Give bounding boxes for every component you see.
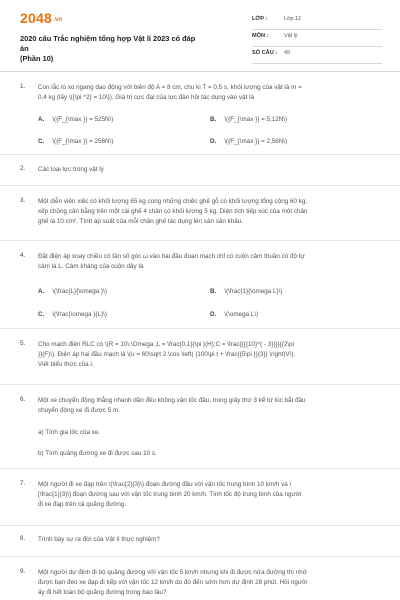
- question-line: Một xe chuyển động thẳng nhanh dần đều không vận tốc đầu, trong giây thứ 3 kể từ lúc bắt đầu: [38, 397, 306, 404]
- header-divider: [0, 71, 400, 72]
- question-line: xếp chồng cân bằng trên một cái ghế 4 chân có khối lượng 5 kg. Diện tích tiếp xúc của một chân: [38, 208, 308, 215]
- question-line: Các loại lực trong vật lý: [38, 166, 104, 173]
- sub-question: b) Tính quãng đường xe đi được sau 10 s.: [38, 450, 157, 457]
- question-divider: [0, 468, 400, 469]
- question-number: 3.: [20, 197, 26, 204]
- question-number: 7.: [20, 480, 26, 487]
- question-divider: [0, 185, 400, 186]
- option-letter: A.: [38, 288, 45, 295]
- answer-option-c[interactable]: [38, 138, 113, 145]
- question-line: Một người dự định đi bộ quãng đường với vận tốc 5 km/h nhưng khi đi được nửa đường thì nhờ: [38, 569, 307, 576]
- question-line: Trình bày sự ra đời của Vật lí thực nghiệm?: [38, 536, 160, 543]
- question-line: Viết biểu thức của i.: [38, 361, 94, 368]
- option-letter: B.: [210, 288, 217, 295]
- answer-option-c[interactable]: [38, 311, 107, 318]
- option-text: \(\omega L\): [224, 311, 259, 318]
- meta-label-count: SỐ CÂU :: [252, 50, 278, 56]
- question-divider: [0, 525, 400, 526]
- option-letter: A.: [38, 116, 45, 123]
- document-meta: [252, 13, 382, 64]
- answer-option-a[interactable]: [38, 288, 107, 295]
- question-line: ấy đi hết toàn bộ quãng đường trong bao lâu?: [38, 589, 167, 596]
- question-line: Một diễn viên xiếc có khối lượng 65 kg cùng những chiếc ghế gỗ có khối lượng tổng cộng 60 kg,: [38, 198, 308, 205]
- question-number: 8.: [20, 535, 26, 542]
- question-line: được bạn đèo xe đạp đi tiếp với vận tốc 12 km/h do đó đến sớm hơn dự định 28 phút. Hỏi người: [38, 579, 308, 586]
- page-header: [0, 0, 400, 66]
- question-divider: [0, 328, 400, 329]
- sub-question: a) Tính gia tốc của xe.: [38, 429, 101, 436]
- logo-suffix-text: .vn: [52, 17, 63, 23]
- question-text: [38, 197, 383, 227]
- question-line: }}(F)\). Điện áp hai đầu mạch là \(u = 60\sqrt 2 \cos \left( {100\pi t + \frac{{5\pi }}{3}} \right)V\).: [38, 351, 296, 358]
- question-line: 0,4 kg (lấy \({\pi ^2} = 10\)). Giá trị cực đại của lực đàn hồi tác dụng vào vật là: [38, 94, 254, 101]
- question-line: chuyển động xe đi được 5 m.: [38, 407, 120, 414]
- answer-option-d[interactable]: [210, 138, 287, 145]
- answer-option-a[interactable]: [38, 116, 113, 123]
- question-line: Một người đi xe đạp trên \(\frac{2}{3}\) đoạn đường đầu với vận tốc trung bình 10 km/h và \: [38, 481, 292, 488]
- answer-option-d[interactable]: [210, 311, 258, 318]
- question-line: cảm là L. Cảm kháng của cuộn dây là: [38, 263, 144, 270]
- option-letter: D.: [210, 311, 217, 318]
- option-text: \(\frac{1}{\omega L}\): [224, 288, 283, 295]
- question-line: Con lắc lò xo ngang dao động với biên độ A = 8 cm, chu kì T = 0,5 s, khối lượng của vật là m =: [38, 84, 302, 91]
- question-line: ghế là 10 cm². Tính áp suất của mỗi chân ghế tác dụng lên sàn sân khấu.: [38, 218, 244, 225]
- title-line-2: (Phần 10): [20, 54, 54, 63]
- option-letter: B.: [210, 116, 217, 123]
- question-line: [\frac{1}{3}\] đoạn đường sau với vận tốc trung bình 20 km/h. Tính tốc độ trung bình của người: [38, 491, 302, 498]
- question-number: 5.: [20, 340, 26, 347]
- meta-label-class: LỚP :: [252, 16, 268, 22]
- option-text: \({F_{\max }} = 256N\): [52, 138, 114, 145]
- option-text: \(\frac{\omega }{L}\): [52, 311, 107, 318]
- meta-row-count: [252, 47, 382, 64]
- question-number: 1.: [20, 83, 26, 90]
- question-text: [38, 83, 383, 103]
- meta-value-class: Lớp 12: [284, 16, 302, 22]
- option-text: \({F_{\max }} = 5,12N\): [224, 116, 288, 123]
- question-line: Đặt điện áp xoay chiều có tần số góc ω vào hai đầu đoạn mạch chỉ có cuộn cảm thuần có độ tự: [38, 253, 305, 260]
- question-text: [38, 535, 383, 545]
- question-number: 9.: [20, 568, 26, 575]
- question-divider: [0, 154, 400, 155]
- question-number: 6.: [20, 396, 26, 403]
- site-logo[interactable]: [20, 10, 62, 26]
- meta-label-subject: MÔN :: [252, 33, 269, 39]
- option-letter: D.: [210, 138, 217, 145]
- title-line-1: 2020 câu Trắc nghiệm tổng hợp Vật lí 2023 có đáp án: [20, 34, 196, 53]
- meta-row-subject: [252, 30, 382, 47]
- question-divider: [0, 240, 400, 241]
- document-title: [20, 34, 200, 64]
- option-text: \({F_{\max }} = 525N\): [52, 116, 114, 123]
- question-text: [38, 480, 383, 510]
- logo-main-text: 2048: [20, 10, 52, 26]
- question-divider: [0, 384, 400, 385]
- question-text: [38, 340, 383, 370]
- option-text: \(\frac{L}{\omega }\): [52, 288, 107, 295]
- question-text: [38, 568, 383, 598]
- meta-value-subject: Vật lý: [284, 33, 298, 39]
- option-letter: C.: [38, 138, 45, 145]
- option-text: \({F_{\max }} = 2,56N\): [224, 138, 288, 145]
- option-letter: C.: [38, 311, 45, 318]
- question-line: Cho mạch điện RLC có \(R = 10\,\Omega ;L = \frac{0,1}{\pi }(H);C = \frac{{{{10}^{ - 3}}}}{{2\pi: [38, 341, 294, 348]
- question-divider: [0, 556, 400, 557]
- answer-option-b[interactable]: [210, 116, 287, 123]
- question-text: [38, 165, 383, 175]
- answer-option-b[interactable]: [210, 288, 282, 295]
- question-text: [38, 396, 383, 416]
- meta-value-count: 49: [284, 50, 290, 56]
- meta-row-class: [252, 13, 382, 30]
- question-number: 4.: [20, 252, 26, 259]
- question-number: 2.: [20, 165, 26, 172]
- question-text: [38, 252, 383, 272]
- question-line: đi xe đạp trên cả quãng đường.: [38, 501, 127, 508]
